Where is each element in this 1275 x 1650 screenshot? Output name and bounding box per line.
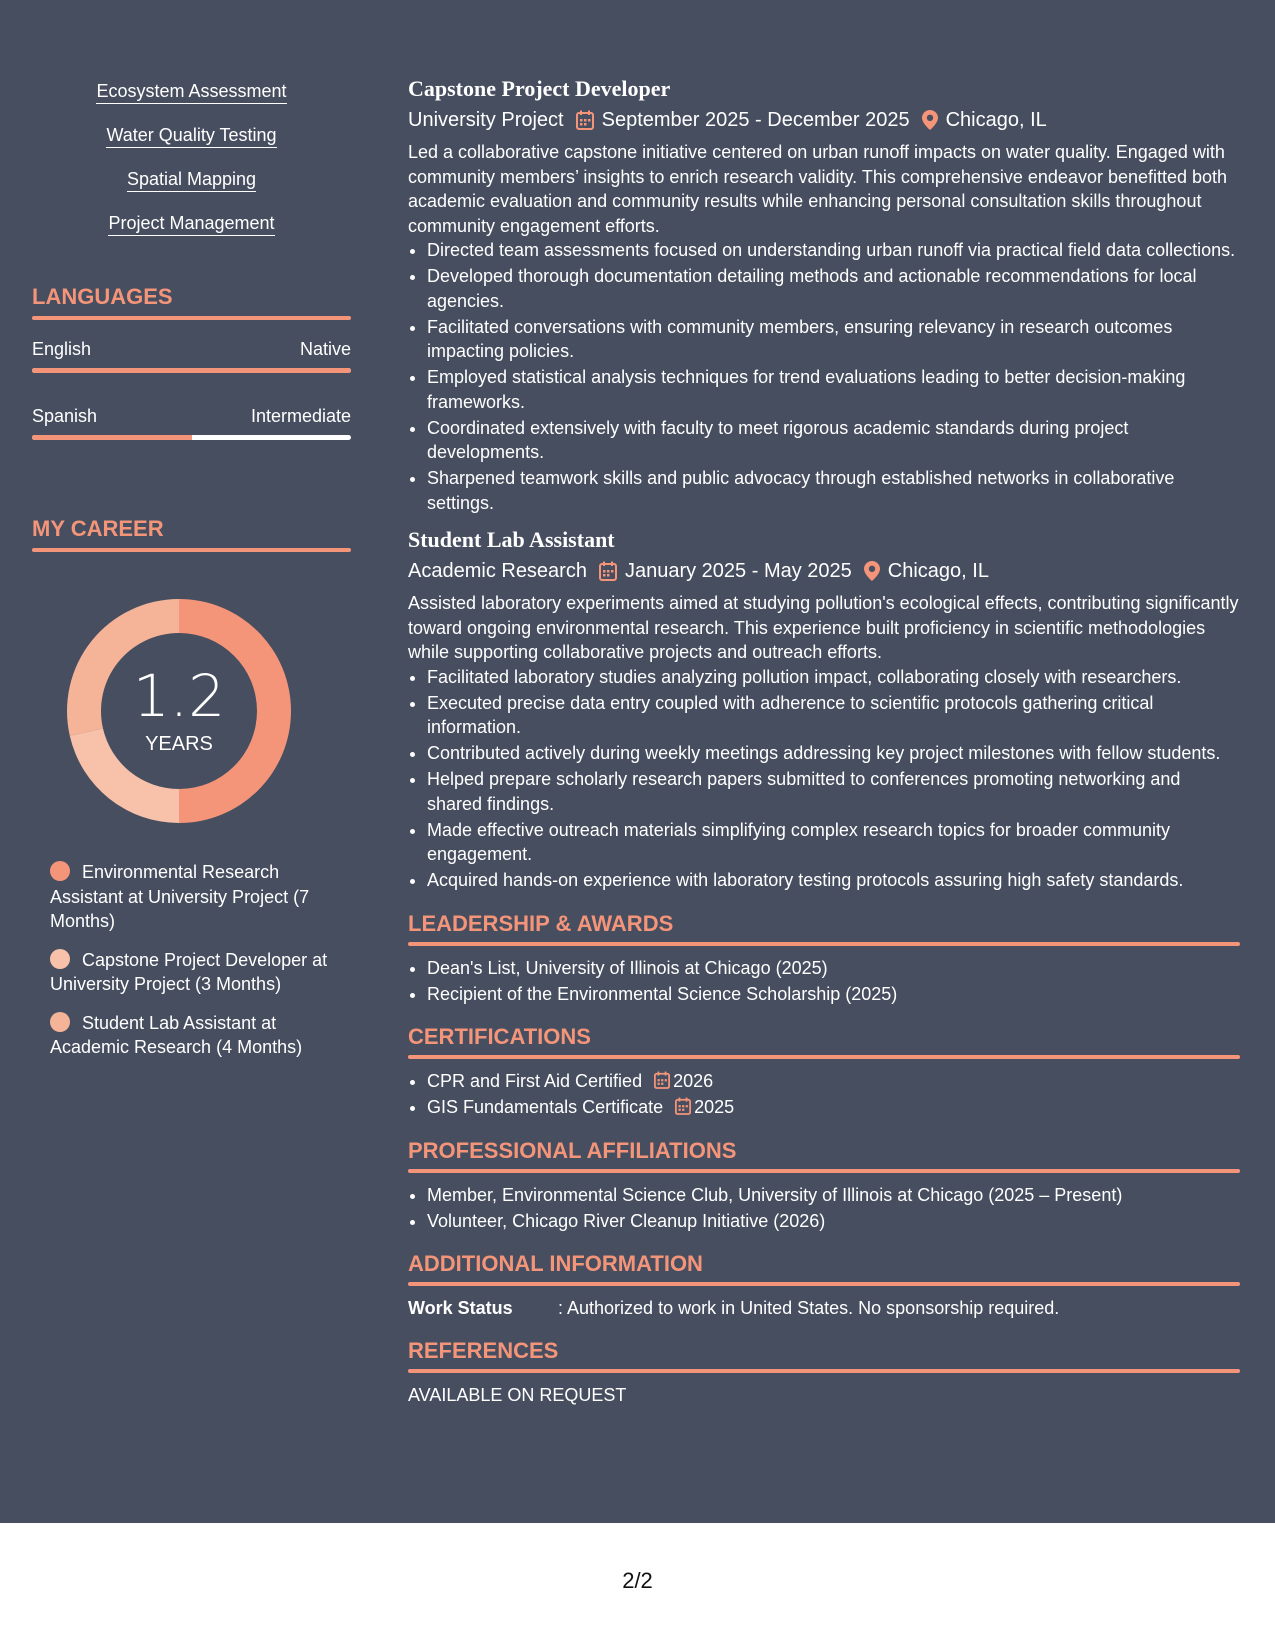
language-proficiency-bar <box>32 435 351 440</box>
language-level: Native <box>299 339 351 359</box>
career-legend-label: Student Lab Assistant at Academic Research (4 Months) <box>50 1012 303 1057</box>
references-text: AVAILABLE ON REQUEST <box>408 1385 627 1405</box>
language-name: Spanish <box>32 406 98 426</box>
references-heading: REFERENCES <box>408 1338 559 1363</box>
job-bullets <box>408 665 1240 893</box>
leadership-item: • Dean's List, University of Illinois at Chicago (2025) <box>427 956 1240 981</box>
languages-heading: LANGUAGES <box>32 284 173 309</box>
language-row <box>32 338 351 360</box>
job-title: Student Lab Assistant <box>408 527 615 552</box>
affiliations-section <box>408 1138 1240 1234</box>
certifications-list <box>408 1069 1240 1120</box>
job-location: Chicago, IL <box>887 560 989 582</box>
affiliations-heading: PROFESSIONAL AFFILIATIONS <box>408 1137 737 1163</box>
section-divider <box>32 548 351 552</box>
job-dates: January 2025 - May 2025 <box>624 560 852 582</box>
job-org: Academic Research <box>408 560 587 582</box>
language-proficiency-bar <box>32 368 351 373</box>
job-description: Led a collaborative capstone initiative centered on urban runoff impacts on water quality. Engaged with community members’ insights to enrich research validity. This comprehensive endeavor benefitted both academic evaluation and community results while enhancing personal consultation skills throughout community engagement efforts. <box>408 142 1228 236</box>
certification-name: CPR and First Aid Certified <box>427 1071 643 1091</box>
legend-dot <box>50 949 70 969</box>
affiliation-item: • Volunteer, Chicago River Cleanup Initiative (2026) <box>427 1209 1240 1234</box>
certifications-section <box>408 1024 1240 1120</box>
career-legend-label: Environmental Research Assistant at University Project (7 Months) <box>50 862 310 931</box>
job-dates: September 2025 - December 2025 <box>601 109 910 131</box>
leadership-heading: LEADERSHIP & AWARDS <box>408 910 674 936</box>
job-bullet: • Coordinated extensively with faculty to meet rigorous academic standards during project developments. <box>427 416 1240 465</box>
section-divider <box>408 1369 1240 1373</box>
work-status-value: : Authorized to work in United States. No sponsorship required. <box>558 1298 1060 1318</box>
legend-dot <box>50 861 70 881</box>
job-entry <box>408 76 1240 515</box>
calendar-icon <box>675 1097 691 1115</box>
career-legend <box>32 860 351 1060</box>
section-divider <box>408 1282 1240 1286</box>
page-number: 2/2 <box>622 1568 653 1593</box>
career-legend-item <box>50 860 330 934</box>
section-divider <box>408 1169 1240 1173</box>
certification-name: GIS Fundamentals Certificate <box>427 1097 664 1117</box>
skills-list <box>32 80 351 256</box>
affiliations-list <box>408 1183 1240 1234</box>
calendar-icon <box>576 110 594 130</box>
certification-year: 2025 <box>694 1097 735 1117</box>
career-total-years: 1.2 <box>132 662 226 730</box>
legend-dot <box>50 1012 70 1032</box>
sidebar <box>32 80 351 1074</box>
job-bullet: • Acquired hands-on experience with laboratory testing protocols assuring high safety standards. <box>427 868 1240 893</box>
job-bullet: • Facilitated conversations with community members, ensuring relevancy in research outcomes impacting policies. <box>427 315 1240 364</box>
skill-item: Project Management <box>108 212 274 236</box>
certification-item <box>427 1069 1240 1094</box>
job-bullet: • Executed precise data entry coupled with adherence to scientific protocols gathering critical information. <box>427 691 1240 740</box>
job-title: Capstone Project Developer <box>408 76 671 101</box>
additional-info-heading: ADDITIONAL INFORMATION <box>408 1251 703 1276</box>
leadership-item: • Recipient of the Environmental Science Scholarship (2025) <box>427 982 1240 1007</box>
skill-item: Spatial Mapping <box>127 168 256 192</box>
certification-item <box>427 1095 1240 1120</box>
section-divider <box>408 1055 1240 1059</box>
career-section <box>32 516 351 1060</box>
donut-center-label <box>64 596 294 826</box>
job-bullet: • Directed team assessments focused on understanding urban runoff via practical field data collections. <box>427 238 1240 263</box>
work-status-label: Work Status <box>408 1298 513 1318</box>
job-bullet: • Developed thorough documentation detailing methods and actionable recommendations for local agencies. <box>427 264 1240 313</box>
job-bullet: • Made effective outreach materials simplifying complex research topics for broader community engagement. <box>427 818 1240 867</box>
location-pin-icon <box>864 561 880 581</box>
language-proficiency-fill <box>32 368 351 373</box>
job-bullet: • Sharpened teamwork skills and public advocacy through established networks in collaborative settings. <box>427 466 1240 515</box>
leadership-list <box>408 956 1240 1007</box>
location-pin-icon <box>922 110 938 130</box>
certifications-heading: CERTIFICATIONS <box>408 1024 591 1049</box>
language-proficiency-fill <box>32 435 192 440</box>
job-entry <box>408 527 1240 893</box>
main-content <box>408 76 1240 1407</box>
language-name: English <box>32 339 92 359</box>
job-bullet: • Employed statistical analysis techniques for trend evaluations leading to better decision-making frameworks. <box>427 365 1240 414</box>
job-meta <box>408 559 1240 583</box>
job-bullet: • Contributed actively during weekly meetings addressing key project milestones with fellow students. <box>427 741 1240 766</box>
additional-info-section <box>408 1251 1240 1320</box>
career-donut-chart <box>64 596 294 826</box>
career-legend-label: Capstone Project Developer at University Project (3 Months) <box>50 949 328 994</box>
career-total-unit: YEARS <box>145 733 213 755</box>
career-legend-item <box>50 948 330 997</box>
language-row <box>32 405 351 427</box>
skill-item: Water Quality Testing <box>106 124 276 148</box>
job-location: Chicago, IL <box>945 109 1047 131</box>
career-legend-item <box>50 1011 330 1060</box>
job-meta <box>408 108 1240 132</box>
section-divider <box>408 942 1240 946</box>
affiliation-item: • Member, Environmental Science Club, University of Illinois at Chicago (2025 – Present) <box>427 1183 1240 1208</box>
leadership-section <box>408 911 1240 1007</box>
language-level: Intermediate <box>250 406 351 426</box>
job-bullets <box>408 238 1240 515</box>
languages-section <box>32 284 351 440</box>
job-bullet: • Facilitated laboratory studies analyzing pollution impact, collaborating closely with researchers. <box>427 665 1240 690</box>
job-bullet: • Helped prepare scholarly research papers submitted to conferences promoting networking and shared findings. <box>427 767 1240 816</box>
certification-year: 2026 <box>673 1071 714 1091</box>
skill-item: Ecosystem Assessment <box>96 80 286 104</box>
references-section <box>408 1338 1240 1407</box>
work-status-row <box>408 1296 1240 1320</box>
section-divider <box>32 316 351 320</box>
job-description: Assisted laboratory experiments aimed at studying pollution's ecological effects, contributing significantly toward ongoing environmental research. This experience built proficiency in scientific methodologies while supporting collaborative projects and outreach efforts. <box>408 593 1239 662</box>
calendar-icon <box>599 561 617 581</box>
calendar-icon <box>654 1071 670 1089</box>
career-heading: MY CAREER <box>32 516 164 541</box>
job-org: University Project <box>408 109 564 131</box>
